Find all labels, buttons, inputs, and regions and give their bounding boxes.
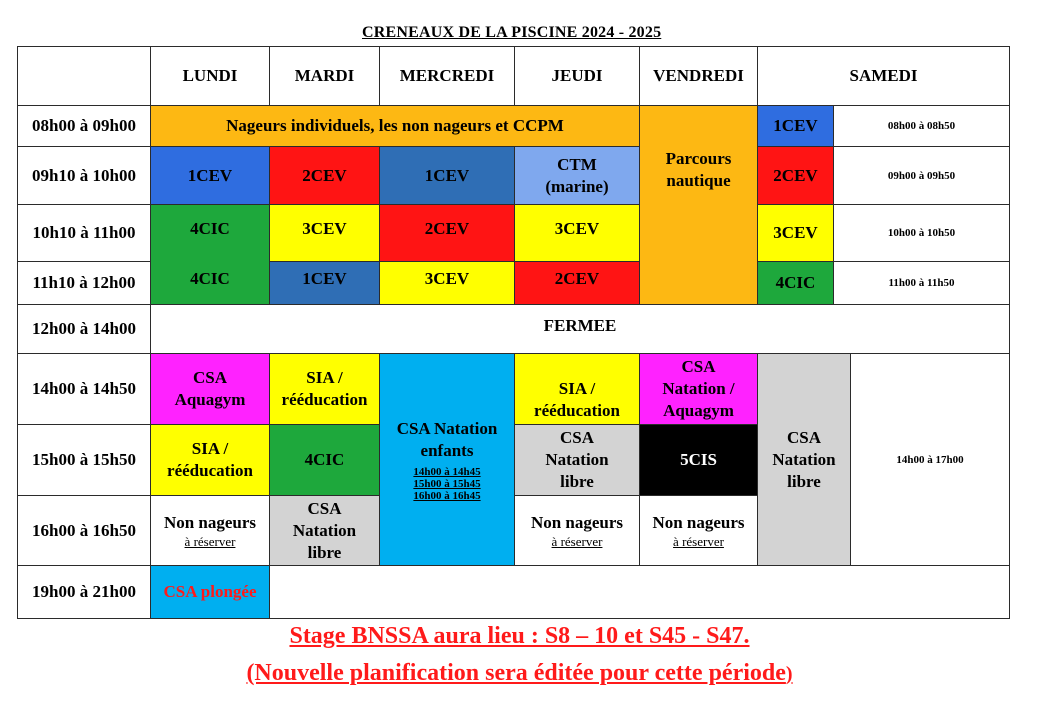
- slot-vendredi-1400: [639, 353, 758, 425]
- enfants-time: 15h00 à 15h45: [413, 477, 481, 490]
- slot-lundi-1010-1200: [150, 204, 270, 305]
- time-label: 14h00 à 14h50: [17, 353, 151, 425]
- slot-samedi-1000: 3CEV: [757, 204, 834, 262]
- slot-mercredi-1010: 2CEV: [379, 204, 515, 262]
- slot-text: CSA: [681, 357, 716, 376]
- slot-jeudi-1600: [514, 495, 640, 566]
- slot-jeudi-1500: [514, 424, 640, 496]
- reserve-note: à réserver: [673, 533, 724, 549]
- slot-mercredi-0910: 1CEV: [379, 146, 515, 205]
- time-label: 15h00 à 15h50: [17, 424, 151, 496]
- slot-lundi-1500: [150, 424, 270, 496]
- slot-text: (marine): [545, 176, 609, 196]
- note-text: (Nouvelle planification sera éditée pour cette période: [246, 660, 786, 686]
- slot-mercredi-csa-natation-enfants: [379, 353, 515, 566]
- samedi-time-1100: 11h00 à 11h50: [833, 261, 1010, 305]
- slot-jeudi-1010: 3CEV: [514, 204, 640, 262]
- slot-parcours-nautique: [639, 105, 758, 305]
- slot-text: enfants: [420, 440, 474, 460]
- slot-text: Parcours: [665, 149, 732, 168]
- note-nouvelle-planification: [0, 660, 1039, 687]
- header-lundi: LUNDI: [150, 46, 270, 106]
- slot-text: 4CIC: [190, 219, 230, 238]
- page-title: CRENEAUX DE LA PISCINE 2024 - 2025: [362, 24, 662, 41]
- slot-text: CSA Natation: [396, 418, 498, 438]
- slot-text: rééducation: [281, 390, 368, 409]
- slot-lundi-1600: [150, 495, 270, 566]
- slot-text: Natation: [772, 449, 836, 469]
- header-jeudi: JEUDI: [514, 46, 640, 106]
- samedi-time-0900: 09h00 à 09h50: [833, 146, 1010, 205]
- slot-mardi-0910: 2CEV: [269, 146, 380, 205]
- slot-text: nautique: [666, 171, 731, 190]
- header-corner: [17, 46, 151, 106]
- slot-nageurs-individuels: Nageurs individuels, les non nageurs et CCPM: [150, 105, 640, 147]
- slot-lundi-csa-plongee: CSA plongée: [150, 565, 270, 619]
- samedi-time-0800: 08h00 à 08h50: [833, 105, 1010, 147]
- slot-text: SIA /: [558, 379, 596, 398]
- slot-samedi-0900: 2CEV: [757, 146, 834, 205]
- header-samedi: SAMEDI: [757, 46, 1010, 106]
- slot-text: Aquagym: [663, 401, 734, 420]
- slot-text: libre: [787, 471, 821, 491]
- samedi-time-afternoon: 14h00 à 17h00: [850, 353, 1010, 566]
- slot-text: Natation: [292, 520, 357, 540]
- time-label: 12h00 à 14h00: [17, 304, 151, 354]
- slot-fermee: FERMEE: [150, 304, 1010, 354]
- slot-text: Natation /: [662, 379, 735, 398]
- slot-text: rééducation: [167, 461, 253, 480]
- slot-jeudi-1400: [514, 353, 640, 425]
- time-label: 08h00 à 09h00: [17, 105, 151, 147]
- slot-text: 4CIC: [190, 269, 230, 288]
- time-label: 16h00 à 16h50: [17, 495, 151, 566]
- slot-lundi-0910: 1CEV: [150, 146, 270, 205]
- enfants-times: [413, 466, 480, 502]
- slot-text: Non nageurs: [530, 512, 624, 532]
- enfants-time: 16h00 à 16h45: [413, 489, 481, 502]
- slot-text: Non nageurs: [163, 512, 257, 532]
- slot-text: CSA: [192, 368, 227, 387]
- reserve-note: à réserver: [184, 533, 236, 549]
- header-vendredi: VENDREDI: [639, 46, 758, 106]
- slot-text: Natation: [545, 450, 609, 469]
- slot-text: SIA /: [306, 368, 343, 387]
- enfants-time: 14h00 à 14h45: [413, 465, 481, 478]
- header-mardi: MARDI: [269, 46, 380, 106]
- slot-text: CSA: [307, 498, 342, 518]
- slot-mardi-1600: [269, 495, 380, 566]
- slot-samedi-1100: 4CIC: [757, 261, 834, 305]
- time-label: 09h10 à 10h00: [17, 146, 151, 205]
- time-label: 19h00 à 21h00: [17, 565, 151, 619]
- time-label: 10h10 à 11h00: [17, 204, 151, 262]
- slot-text: CSA: [559, 428, 594, 447]
- slot-vendredi-1500: 5CIS: [639, 424, 758, 496]
- header-mercredi: MERCREDI: [379, 46, 515, 106]
- slot-text: CTM: [557, 154, 597, 174]
- slot-empty-evening: [269, 565, 1010, 619]
- slot-text: libre: [307, 542, 342, 562]
- slot-text: SIA /: [191, 439, 229, 458]
- samedi-time-1000: 10h00 à 10h50: [833, 204, 1010, 262]
- slot-lundi-1400: [150, 353, 270, 425]
- note-paren: ): [785, 663, 793, 685]
- slot-mardi-1010: 3CEV: [269, 204, 380, 262]
- slot-mardi-1400: [269, 353, 380, 425]
- slot-samedi-0800: 1CEV: [757, 105, 834, 147]
- note-stage-bnssa: Stage BNSSA aura lieu : S8 – 10 et S45 - S47.: [289, 623, 750, 649]
- slot-text: Aquagym: [174, 390, 246, 409]
- slot-vendredi-1600: [639, 495, 758, 566]
- slot-text: CSA: [786, 427, 821, 447]
- slot-jeudi-1110: 2CEV: [514, 261, 640, 305]
- slot-mardi-1110: 1CEV: [269, 261, 380, 305]
- time-label: 11h10 à 12h00: [17, 261, 151, 305]
- slot-text: rééducation: [534, 401, 620, 420]
- slot-samedi-csa-natation-libre: [757, 353, 851, 566]
- reserve-note: à réserver: [551, 533, 603, 549]
- slot-text: libre: [560, 472, 594, 491]
- slot-text: Non nageurs: [652, 512, 745, 532]
- slot-jeudi-0910: [514, 146, 640, 205]
- slot-mardi-1500: 4CIC: [269, 424, 380, 496]
- slot-mercredi-1110: 3CEV: [379, 261, 515, 305]
